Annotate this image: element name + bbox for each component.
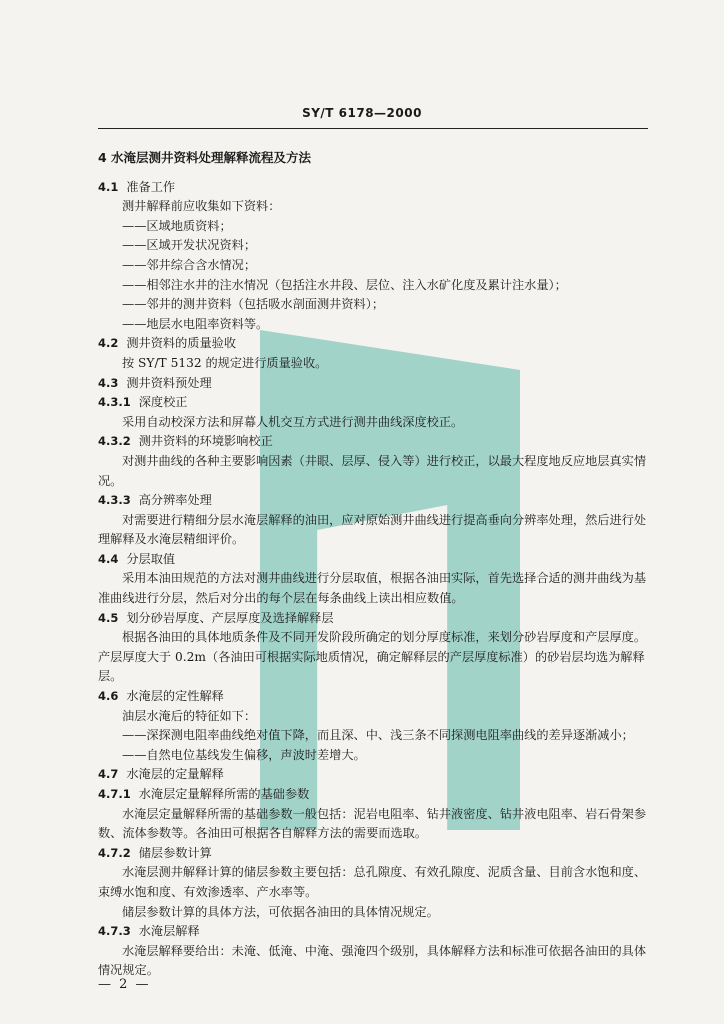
heading-4-3: 4.3 测井资料预处理 xyxy=(98,375,212,390)
list-item: ——邻井综合含水情况； xyxy=(122,257,257,272)
page-number: — 2 — xyxy=(98,977,151,992)
para-4-2: 按 SY/T 5132 的规定进行质量验收。 xyxy=(122,355,328,370)
list-item: ——相邻注水井的注水情况（包括注水井段、层位、注入水矿化度及累计注水量）； xyxy=(122,277,567,292)
para-4-5: 根据各油田的具体地质条件及不同开发阶段所确定的划分厚度标准，来划分砂岩厚度和产层厚度。产层厚度大于 0.2m（各油田可根据实际地质情况，确定解释层的产层厚度标准）的砂岩层均选为解释层。 xyxy=(98,630,647,684)
heading-4-2: 4.2 测井资料的质量验收 xyxy=(98,336,237,351)
header-rule xyxy=(98,128,648,129)
para-4-6-intro: 油层水淹后的特征如下： xyxy=(122,708,257,723)
heading-4-1: 4.1 准备工作 xyxy=(98,179,176,194)
document-code: SY/T 6178—2000 xyxy=(302,106,422,120)
para-4-7-2: 水淹层测井解释计算的储层参数主要包括：总孔隙度、有效孔隙度、泥质含量、目前含水饱和度、束缚水饱和度、有效渗透率、产水率等。 xyxy=(98,865,647,899)
para-4-3-3: 对需要进行精细分层水淹层解释的油田，应对原始测井曲线进行提高垂向分辨率处理，然后进行处理解释及水淹层精细评价。 xyxy=(98,512,647,547)
heading-4-4: 4.4 分层取值 xyxy=(98,551,176,566)
heading-4-3-2: 4.3.2 测井资料的环境影响校正 xyxy=(98,434,273,449)
section-4-title: 4 水淹层测井资料处理解释流程及方法 xyxy=(98,150,312,165)
list-item: ——地层水电阻率资料等。 xyxy=(122,316,269,331)
heading-4-7-3: 4.7.3 水淹层解释 xyxy=(98,924,200,939)
para-4-3-1: 采用自动校深方法和屏幕人机交互方式进行测井曲线深度校正。 xyxy=(122,414,464,429)
heading-4-7: 4.7 水淹层的定量解释 xyxy=(98,767,224,782)
para-4-4: 采用本油田规范的方法对测井曲线进行分层取值，根据各油田实际，首先选择合适的测井曲线为基准曲线进行分层，然后对分出的每个层在每条曲线上读出相应数值。 xyxy=(98,571,647,606)
list-item: ——区域开发状况资料； xyxy=(122,238,257,253)
list-item: ——区域地质资料； xyxy=(122,218,232,233)
heading-4-3-3: 4.3.3 高分辨率处理 xyxy=(98,493,212,508)
para-4-7-2-b: 储层参数计算的具体方法，可依据各油田的具体情况规定。 xyxy=(122,904,439,919)
para-4-7-3: 水淹层解释要给出：未淹、低淹、中淹、强淹四个级别，具体解释方法和标准可依据各油田的具体情况规定。 xyxy=(98,943,647,978)
heading-4-3-1: 4.3.1 深度校正 xyxy=(98,395,188,410)
para-4-3-2: 对测井曲线的各种主要影响因素（井眼、层厚、侵入等）进行校正，以最大程度地反应地层真实情况。 xyxy=(98,453,647,488)
list-item: ——自然电位基线发生偏移，声波时差增大。 xyxy=(122,747,366,762)
heading-4-5: 4.5 划分砂岩厚度、产层厚度及选择解释层 xyxy=(98,610,334,625)
list-item: ——深探测电阻率曲线绝对值下降，而且深、中、浅三条不同探测电阻率曲线的差异逐渐减小； xyxy=(122,728,634,743)
list-item: ——邻井的测井资料（包括吸水剖面测井资料）； xyxy=(122,297,385,312)
heading-4-7-1: 4.7.1 水淹层定量解释所需的基础参数 xyxy=(98,787,310,801)
document-body xyxy=(98,148,650,981)
heading-4-7-2: 4.7.2 储层参数计算 xyxy=(98,845,212,860)
para-4-7-1: 水淹层定量解释所需的基础参数一般包括：泥岩电阻率、钻井液密度、钻井液电阻率、岩石骨架参数、流体参数等。各油田可根据各自解释方法的需要而选取。 xyxy=(98,806,647,841)
para-4-1-intro: 测井解释前应收集如下资料： xyxy=(122,199,281,214)
heading-4-6: 4.6 水淹层的定性解释 xyxy=(98,689,224,704)
